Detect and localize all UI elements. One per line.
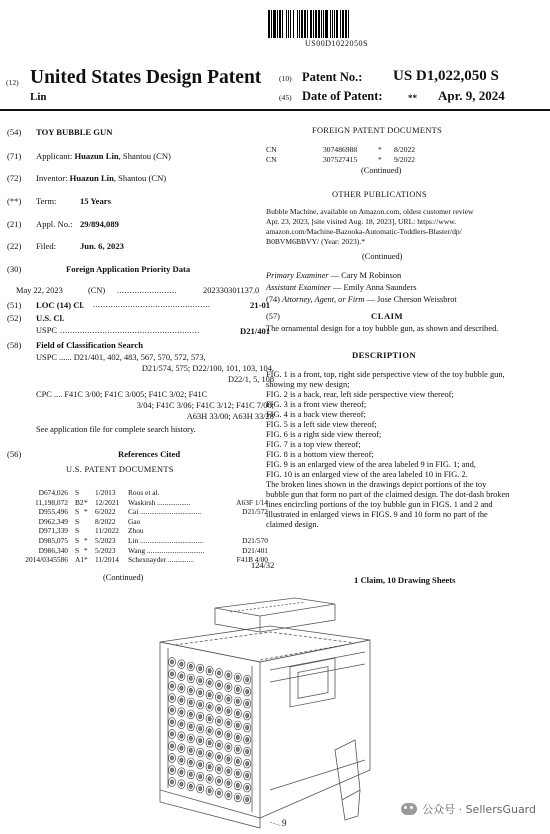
- nozzle-hole: [227, 697, 230, 701]
- reference-date: 5/2023: [95, 545, 116, 555]
- nozzle-hole: [217, 731, 220, 735]
- reference-num: D971,339: [38, 526, 68, 536]
- nozzle-hole: [208, 693, 211, 697]
- uspc-line-2: D21/574, 575; D22/100, 101, 103, 104,: [141, 364, 274, 373]
- filed-value: Jun. 6, 2023: [80, 241, 124, 251]
- reference-name: Zhou: [128, 526, 144, 536]
- nozzle-hole: [208, 729, 211, 733]
- primary-examiner: Primary Examiner — Cary M Robinson: [266, 271, 402, 280]
- nozzle-hole: [189, 724, 192, 728]
- nozzle-hole: [227, 769, 230, 773]
- description-paragraph: FIG. 4 is a back view thereof;: [266, 410, 366, 419]
- watermark-text: 公众号 · SellersGuard: [422, 803, 536, 816]
- ref-cls-continued: 124/32: [251, 561, 275, 570]
- date-label: Date of Patent:: [302, 89, 383, 103]
- other-pubs-line-2: Apr. 23, 2023, [site visited Aug. 18, 2023], URL: https://www.: [266, 217, 457, 226]
- reference-name: Roos et al.: [128, 488, 160, 497]
- description-paragraph: FIG. 7 is a top view thereof;: [266, 440, 361, 449]
- description-paragraph: FIG. 2 is a back, rear, left side perspective view thereof;: [266, 390, 454, 399]
- nozzle-hole: [170, 744, 173, 748]
- nozzle-hole: [189, 700, 192, 704]
- nozzle-hole: [236, 723, 239, 727]
- reference-num: 2014/0345586: [25, 555, 68, 565]
- nozzle-hole: [217, 707, 220, 711]
- nozzle-hole: [208, 717, 211, 721]
- reference-date: 6/2022: [95, 507, 116, 517]
- nozzle-hole: [246, 738, 249, 742]
- reference-cls: F41B 4/00: [236, 555, 268, 565]
- description-paragraph: FIG. 1 is a front, top, right side perspective view of the toy bubble gun, showing my new design;: [266, 370, 505, 389]
- foreign-date: May 22, 2023: [16, 286, 63, 295]
- nozzle-hole: [217, 755, 220, 759]
- nozzle-hole: [170, 732, 173, 736]
- patent-no-code: (10): [279, 74, 292, 83]
- nozzle-hole: [180, 758, 183, 762]
- nozzle-hole: [246, 774, 249, 778]
- nozzle-hole: [217, 779, 220, 783]
- nozzle-hole: [217, 719, 220, 723]
- reference-kind: S: [75, 488, 80, 497]
- nozzle-hole: [246, 702, 249, 706]
- nozzle-hole: [236, 699, 239, 703]
- reference-cls: A63F 1/14: [236, 497, 268, 507]
- nozzle-hole: [199, 703, 202, 707]
- figure-label: 9: [282, 818, 287, 828]
- nozzle-hole: [246, 798, 249, 802]
- reference-date: 12/2021: [95, 497, 120, 507]
- claim-text: The ornamental design for a toy bubble gun, as shown and described.: [266, 324, 499, 333]
- claim-code: (57): [266, 312, 280, 321]
- description-paragraph: FIG. 6 is a right side view thereof;: [266, 430, 382, 439]
- nozzle-hole: [199, 727, 202, 731]
- appl-code: (21): [7, 219, 22, 229]
- foreign-doc-num: 307486988: [323, 145, 358, 154]
- nozzle-hole: [170, 672, 173, 676]
- nozzle-hole: [170, 660, 173, 664]
- foreign-doc-num: 307527415: [323, 154, 358, 164]
- nozzle-hole: [199, 679, 202, 683]
- nozzle-hole: [208, 753, 211, 757]
- reference-star: *: [84, 545, 88, 555]
- nozzle-hole: [180, 770, 183, 774]
- term-value: 15 Years: [80, 196, 111, 206]
- reference-kind: S: [75, 545, 80, 555]
- field-code: (58): [7, 340, 22, 350]
- other-pubs-line-4: B0BVM6BBVY/ (Year: 2023).*: [266, 237, 366, 246]
- reference-name: Lin ..................................: [128, 536, 203, 545]
- nozzle-hole: [236, 795, 239, 799]
- nozzle-hole: [227, 685, 230, 689]
- refs-continued: (Continued): [103, 573, 144, 582]
- nozzle-hole: [170, 696, 173, 700]
- cpc-line-3: A63H 33/00; A63H 33/28: [186, 412, 274, 421]
- reference-num: D955,496: [38, 507, 68, 517]
- reference-kind: S: [75, 516, 80, 526]
- references-table: [0, 488, 275, 578]
- foreign-doc-country: CN: [266, 154, 277, 164]
- nozzle-hole: [170, 780, 173, 784]
- nozzle-hole: [170, 768, 173, 772]
- attorney: (74) Attorney, Agent, or Firm — Jose Cherson Weissbrot: [266, 295, 457, 304]
- reference-cls: D21/572: [242, 507, 268, 517]
- nozzle-hole: [236, 771, 239, 775]
- nozzle-hole: [236, 675, 239, 679]
- uscl-code: (52): [7, 313, 22, 323]
- nozzle-hole: [189, 760, 192, 764]
- reference-cls: D21/570: [242, 536, 268, 545]
- nozzle-hole: [246, 750, 249, 754]
- nozzle-hole: [227, 673, 230, 677]
- description-paragraph: The broken lines shown in the drawings depict portions of the toy bubble gun that form no part of the claimed design. The dot-dash broken lines encircling portions of the toy bubble gun in FIGS. 1 and 2 and illustrated in enlarged views in FIGS. 9 and 10 form no part of the claimed design.: [266, 480, 510, 529]
- nozzle-hole: [199, 691, 202, 695]
- inventor-short: Lin: [30, 91, 47, 103]
- reference-num: D674,026: [38, 488, 68, 497]
- reference-name: Gao: [128, 516, 141, 526]
- foreign-docs-continued: (Continued): [361, 166, 402, 175]
- applicant-code: (71): [7, 151, 22, 161]
- foreign-dots: ........................: [117, 286, 177, 295]
- nozzle-hole: [227, 757, 230, 761]
- reference-kind: A1: [75, 555, 85, 565]
- uscl-sub: USPC: [36, 326, 57, 335]
- loc-dots: ...............................................: [93, 300, 211, 309]
- nozzle-hole: [217, 683, 220, 687]
- appl-label: Appl. No.:: [36, 219, 73, 229]
- header-rule: [0, 109, 550, 111]
- nozzle-hole: [236, 687, 239, 691]
- description-paragraph: FIG. 3 is a front view thereof;: [266, 400, 367, 409]
- nozzle-hole: [217, 743, 220, 747]
- loc-value: 21-01: [250, 300, 271, 310]
- other-pubs-line-3: amazon.com/Machine-Bazooka-Automatic-Toddlers-Blaster/dp/: [266, 227, 462, 236]
- reference-num: 11,198,072: [35, 497, 68, 507]
- uspc-line-3: D22/1, 5, 108: [227, 375, 274, 384]
- nozzle-hole: [180, 674, 183, 678]
- reference-name: Cai .................................: [128, 507, 202, 517]
- nozzle-hole: [227, 721, 230, 725]
- nozzle-hole: [180, 746, 183, 750]
- nozzle-hole: [246, 786, 249, 790]
- nozzle-hole: [170, 720, 173, 724]
- nozzle-hole: [180, 734, 183, 738]
- barcode-text: US00D1022050S: [305, 39, 368, 48]
- cpc-line-1: CPC .... F41C 3/00; F41C 3/005; F41C 3/02; F41C: [36, 390, 208, 399]
- description-body: [266, 370, 510, 530]
- claims-sheets: 1 Claim, 10 Drawing Sheets: [354, 575, 456, 585]
- bubble-gun-drawing: [120, 590, 420, 830]
- appl-value: 29/894,089: [80, 219, 119, 229]
- foreign-number: 202330301137.0: [203, 286, 260, 295]
- patent-date: Apr. 9, 2024: [438, 88, 505, 103]
- foreign-doc-date: 9/2022: [394, 154, 416, 164]
- reference-date: 8/2022: [95, 516, 116, 526]
- nozzle-hole: [208, 741, 211, 745]
- other-pubs-heading: OTHER PUBLICATIONS: [332, 190, 427, 199]
- claim-heading: CLAIM: [371, 311, 404, 321]
- loc-code: (51): [7, 300, 22, 310]
- reference-date: 1/2013: [95, 488, 116, 497]
- reference-cls: D21/401: [242, 545, 268, 555]
- nozzle-hole: [227, 745, 230, 749]
- nozzle-hole: [246, 714, 249, 718]
- nozzle-hole: [217, 671, 220, 675]
- nozzle-hole: [170, 756, 173, 760]
- nozzle-hole: [246, 690, 249, 694]
- foreign-country: (CN): [88, 286, 106, 295]
- nozzle-hole: [180, 662, 183, 666]
- patent-number: US D1,022,050 S: [393, 68, 499, 84]
- nozzle-hole: [236, 747, 239, 751]
- patent-no-label: Patent No.:: [302, 70, 363, 84]
- description-heading: DESCRIPTION: [352, 350, 417, 360]
- reference-name: Schexnayder ..............: [128, 555, 194, 565]
- uscl-value: D21/401: [240, 326, 271, 336]
- nozzle-hole: [227, 733, 230, 737]
- nozzle-hole: [246, 726, 249, 730]
- loc-label: LOC (14) Cl.: [36, 300, 84, 310]
- nozzle-hole: [199, 787, 202, 791]
- design-title: TOY BUBBLE GUN: [36, 127, 113, 137]
- other-pubs-continued: (Continued): [362, 252, 403, 261]
- uscl-dots: ........................................................: [60, 326, 200, 335]
- nozzle-hole: [208, 777, 211, 781]
- nozzle-hole: [227, 793, 230, 797]
- field-heading: Field of Classification Search: [36, 340, 144, 350]
- applicant: Applicant: Huazun Lin, Shantou (CN): [36, 151, 171, 161]
- nozzle-hole: [217, 791, 220, 795]
- nozzle-hole: [189, 712, 192, 716]
- other-pubs-line-1: Bubble Machine, available on Amazon.com, oldest customer review: [266, 207, 474, 216]
- reference-name: Wang ...............................: [128, 545, 205, 555]
- nozzle-hole: [189, 676, 192, 680]
- cpc-line-2: 3/04; F41C 3/06; F41C 3/12; F41C 7/00;: [136, 401, 274, 410]
- refs-heading: References Cited: [118, 449, 181, 459]
- watermark: [401, 801, 536, 817]
- reference-kind: S: [75, 536, 80, 545]
- assistant-examiner: Assistant Examiner — Emily Anna Saunders: [266, 283, 417, 292]
- foreign-heading: Foreign Application Priority Data: [66, 264, 191, 274]
- foreign-docs-table: [266, 145, 536, 167]
- kind-code: (12): [6, 78, 19, 87]
- nozzle-hole: [180, 782, 183, 786]
- reference-star: *: [84, 555, 88, 565]
- nozzle-hole: [180, 722, 183, 726]
- search-history-note: See application file for complete search history.: [36, 425, 196, 434]
- foreign-doc-date: 8/2022: [394, 145, 416, 154]
- term-label: Term:: [36, 196, 57, 206]
- nozzle-hole: [227, 781, 230, 785]
- term-code: (**): [7, 196, 22, 206]
- nozzle-hole: [208, 705, 211, 709]
- patent-title-heading: United States Design Patent: [30, 67, 262, 88]
- reference-date: 11/2014: [95, 555, 119, 565]
- inventor: Inventor: Huazun Lin, Shantou (CN): [36, 173, 167, 183]
- reference-star: *: [84, 497, 88, 507]
- filed-code: (22): [7, 241, 22, 251]
- nozzle-hole: [246, 762, 249, 766]
- filed-label: Filed:: [36, 241, 57, 251]
- wechat-icon: [401, 803, 417, 815]
- nozzle-hole: [189, 748, 192, 752]
- nozzle-hole: [170, 684, 173, 688]
- reference-star: *: [84, 536, 88, 545]
- nozzle-hole: [208, 765, 211, 769]
- description-paragraph: FIG. 8 is a bottom view thereof;: [266, 450, 374, 459]
- nozzle-hole: [246, 678, 249, 682]
- reference-name: Waskirsh ..................: [128, 497, 191, 507]
- foreign-doc-star: *: [378, 154, 382, 164]
- nozzle-hole: [236, 735, 239, 739]
- nozzle-hole: [180, 686, 183, 690]
- foreign-code: (30): [7, 264, 22, 274]
- nozzle-hole: [189, 664, 192, 668]
- nozzle-hole: [180, 710, 183, 714]
- title-code: (54): [7, 127, 22, 137]
- nozzle-hole: [217, 767, 220, 771]
- barcode: [268, 10, 418, 38]
- reference-num: D962,349: [38, 516, 68, 526]
- description-paragraph: FIG. 5 is a left side view thereof;: [266, 420, 377, 429]
- nozzle-hole: [236, 759, 239, 763]
- description-paragraph: FIG. 9 is an enlarged view of the area labeled 9 in FIG. 1; and,: [266, 460, 476, 469]
- nozzle-hole: [208, 681, 211, 685]
- nozzle-hole: [227, 709, 230, 713]
- nozzle-hole: [199, 667, 202, 671]
- reference-kind: S: [75, 526, 80, 536]
- nozzle-hole: [170, 708, 173, 712]
- foreign-docs-heading: FOREIGN PATENT DOCUMENTS: [312, 126, 443, 135]
- nozzle-hole: [208, 789, 211, 793]
- nozzle-hole: [236, 783, 239, 787]
- reference-kind: S: [75, 507, 80, 517]
- reference-date: 5/2023: [95, 536, 116, 545]
- nozzle-hole: [208, 669, 211, 673]
- nozzle-hole: [189, 688, 192, 692]
- uspc-line-1: USPC ...... D21/401, 402, 483, 567, 570, 572, 573,: [36, 353, 206, 362]
- foreign-doc-country: CN: [266, 145, 277, 154]
- nozzle-hole: [180, 698, 183, 702]
- reference-num: D986,340: [38, 545, 68, 555]
- nozzle-hole: [189, 784, 192, 788]
- description-paragraph: FIG. 10 is an enlarged view of the area labeled 10 in FIG. 2.: [266, 470, 468, 479]
- nozzle-hole: [189, 736, 192, 740]
- nozzle-hole: [199, 763, 202, 767]
- reference-num: D985,075: [38, 536, 68, 545]
- reference-date: 11/2022: [95, 526, 119, 536]
- foreign-doc-star: *: [378, 145, 382, 154]
- uscl-label: U.S. Cl.: [36, 313, 65, 323]
- inventor-code: (72): [7, 173, 22, 183]
- nozzle-hole: [217, 695, 220, 699]
- nozzle-hole: [189, 772, 192, 776]
- nozzle-hole: [199, 751, 202, 755]
- date-stars: **: [408, 93, 417, 103]
- nozzle-hole: [199, 775, 202, 779]
- us-patent-docs-heading: U.S. PATENT DOCUMENTS: [66, 465, 174, 474]
- reference-star: *: [84, 507, 88, 517]
- date-code: (45): [279, 93, 292, 102]
- nozzle-hole: [236, 711, 239, 715]
- nozzle-hole: [199, 739, 202, 743]
- refs-code: (56): [7, 449, 22, 459]
- nozzle-hole: [199, 715, 202, 719]
- reference-kind: B2: [75, 497, 84, 507]
